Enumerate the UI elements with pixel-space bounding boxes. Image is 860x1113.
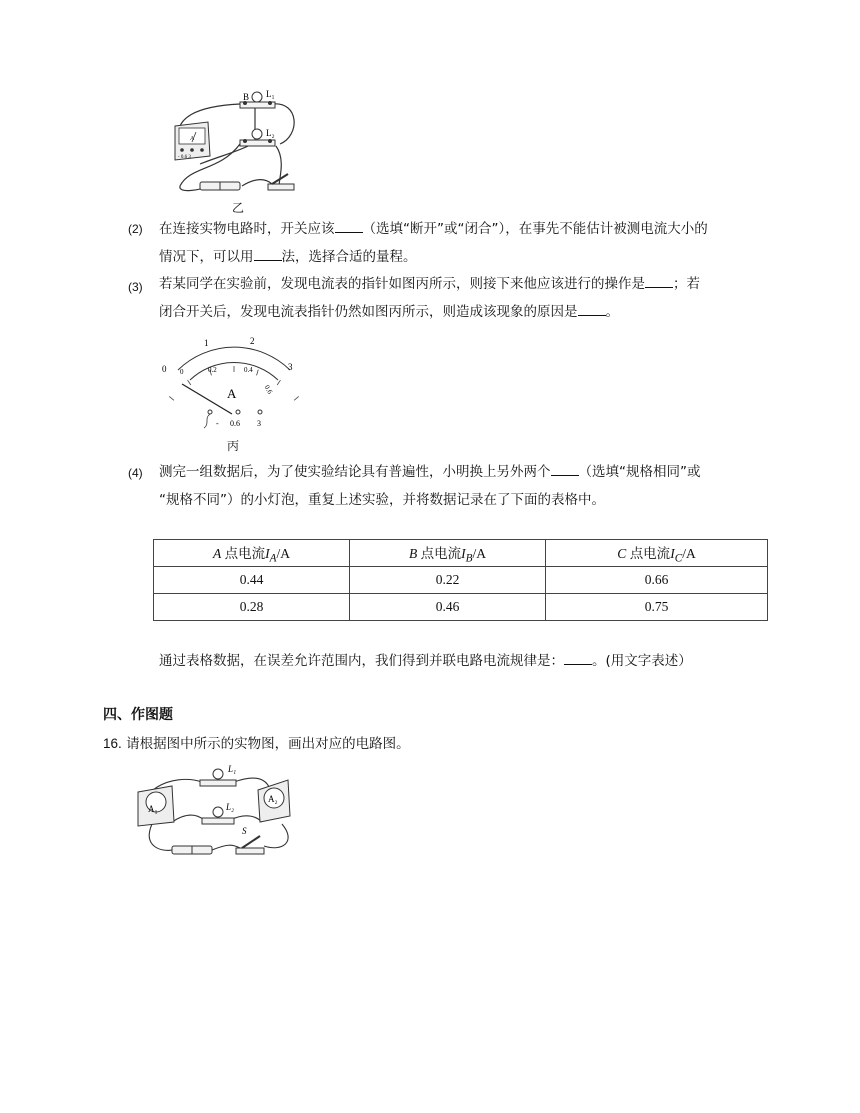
label-a: A	[190, 136, 195, 142]
answer-blank[interactable]	[645, 273, 673, 288]
label-a1: A₁	[148, 804, 158, 814]
question-text: ；若	[673, 276, 700, 292]
question-text: 。(用文字表述）	[592, 653, 692, 669]
circuit-figure-yi	[160, 86, 310, 214]
question-4-line-2: “规格不同”）的小灯泡，重复上述实验，并将数据记录在了下面的表格中。	[159, 492, 605, 508]
question-number: (4)	[128, 466, 143, 480]
table-cell: 0.66	[546, 567, 768, 594]
table-header-a: A 点电流$I_A/A$	[154, 540, 350, 567]
dial-hatch-line	[277, 380, 280, 385]
dial-tick-3: 3	[288, 362, 293, 372]
figure-caption-bing: 丙	[227, 439, 240, 453]
table-header-c: C 点电流$I_C/A$	[546, 540, 768, 567]
dial-sub-tick-02: 0.2	[208, 366, 217, 374]
question-4-line-1	[159, 458, 701, 486]
question-text: 。	[605, 304, 619, 320]
conclusion-line	[159, 647, 692, 675]
table-cell: 0.46	[350, 594, 546, 621]
question-text: 通过表格数据，在误差允许范围内，我们得到并联电路电流规律是：	[159, 653, 564, 669]
question-text: 法，选择合适的量程。	[281, 249, 417, 265]
answer-blank[interactable]	[578, 301, 606, 316]
current-data-table	[153, 539, 768, 621]
question-number: (3)	[128, 280, 143, 294]
question-text: 闭合开关后，发现电流表指针仍然如图丙所示，则造成该现象的原因是	[159, 304, 578, 320]
question-text: 若某同学在实验前，发现电流表的指针如图丙所示，则接下来他应该进行的操作是	[159, 276, 645, 292]
table-cell: 0.28	[154, 594, 350, 621]
label-l1: L₁	[228, 764, 237, 774]
label-l2: L₂	[226, 802, 235, 812]
dial-sub-tick-06: 0.6	[262, 383, 274, 396]
question-text: 测完一组数据后，为了使实验结论具有普遍性，小明换上另外两个	[159, 464, 551, 480]
question-2-line-2	[159, 243, 417, 271]
table-cell: 0.44	[154, 567, 350, 594]
dial-hatch-line	[169, 396, 174, 400]
question-text: 请根据图中所示的实物图，画出对应的电路图。	[126, 736, 410, 752]
figure-caption-yi: 乙	[232, 201, 245, 215]
circuit-figure-q16	[132, 762, 302, 866]
section-title: 四、作图题	[103, 707, 173, 723]
terminal-3: 3	[257, 419, 261, 428]
dial-tick-2: 2	[250, 336, 255, 346]
table-header-row	[154, 540, 768, 567]
question-2-line-1	[159, 215, 708, 243]
label-l2: L₂	[266, 128, 275, 138]
question-text: （选填“断开”或“闭合”），在事先不能估计被测电流大小的	[362, 221, 708, 237]
dial-meter-letter: A	[227, 386, 237, 401]
ammeter-dial-figure-bing	[160, 332, 300, 452]
label-b: B	[243, 92, 250, 102]
label-a2: A₂	[268, 794, 278, 804]
dial-sub-tick-0: 0	[180, 368, 184, 376]
table-row	[154, 594, 768, 621]
terminal-06: 0.6	[230, 419, 240, 428]
label-l1: L₁	[266, 89, 275, 99]
answer-blank[interactable]	[564, 650, 592, 665]
dial-hatch-line	[188, 380, 191, 385]
table-row	[154, 567, 768, 594]
question-number: (2)	[128, 222, 143, 236]
question-16	[103, 730, 410, 758]
label-s: S	[242, 826, 247, 836]
dial-tick-1: 1	[204, 338, 209, 348]
answer-blank[interactable]	[254, 246, 282, 261]
answer-blank[interactable]	[551, 461, 579, 476]
question-3-line-2	[159, 298, 619, 326]
label-scale: - 0.6 3	[178, 155, 191, 160]
question-text: （选填“规格相同”或	[578, 464, 701, 480]
table-cell: 0.22	[350, 567, 546, 594]
table-header-b: B 点电流$I_B/A$	[350, 540, 546, 567]
question-text: 在连接实物电路时，开关应该	[159, 221, 335, 237]
dial-hatch-line	[257, 370, 259, 376]
dial-sub-tick-04: 0.4	[244, 366, 253, 374]
dial-tick-0: 0	[162, 364, 167, 374]
question-3-line-1	[159, 270, 700, 298]
table-cell: 0.75	[546, 594, 768, 621]
terminal-minus: -	[216, 419, 219, 428]
answer-blank[interactable]	[335, 218, 363, 233]
dial-hatch-line	[294, 396, 299, 400]
question-number: 16.	[103, 736, 122, 751]
question-text: 情况下，可以用	[159, 249, 254, 265]
